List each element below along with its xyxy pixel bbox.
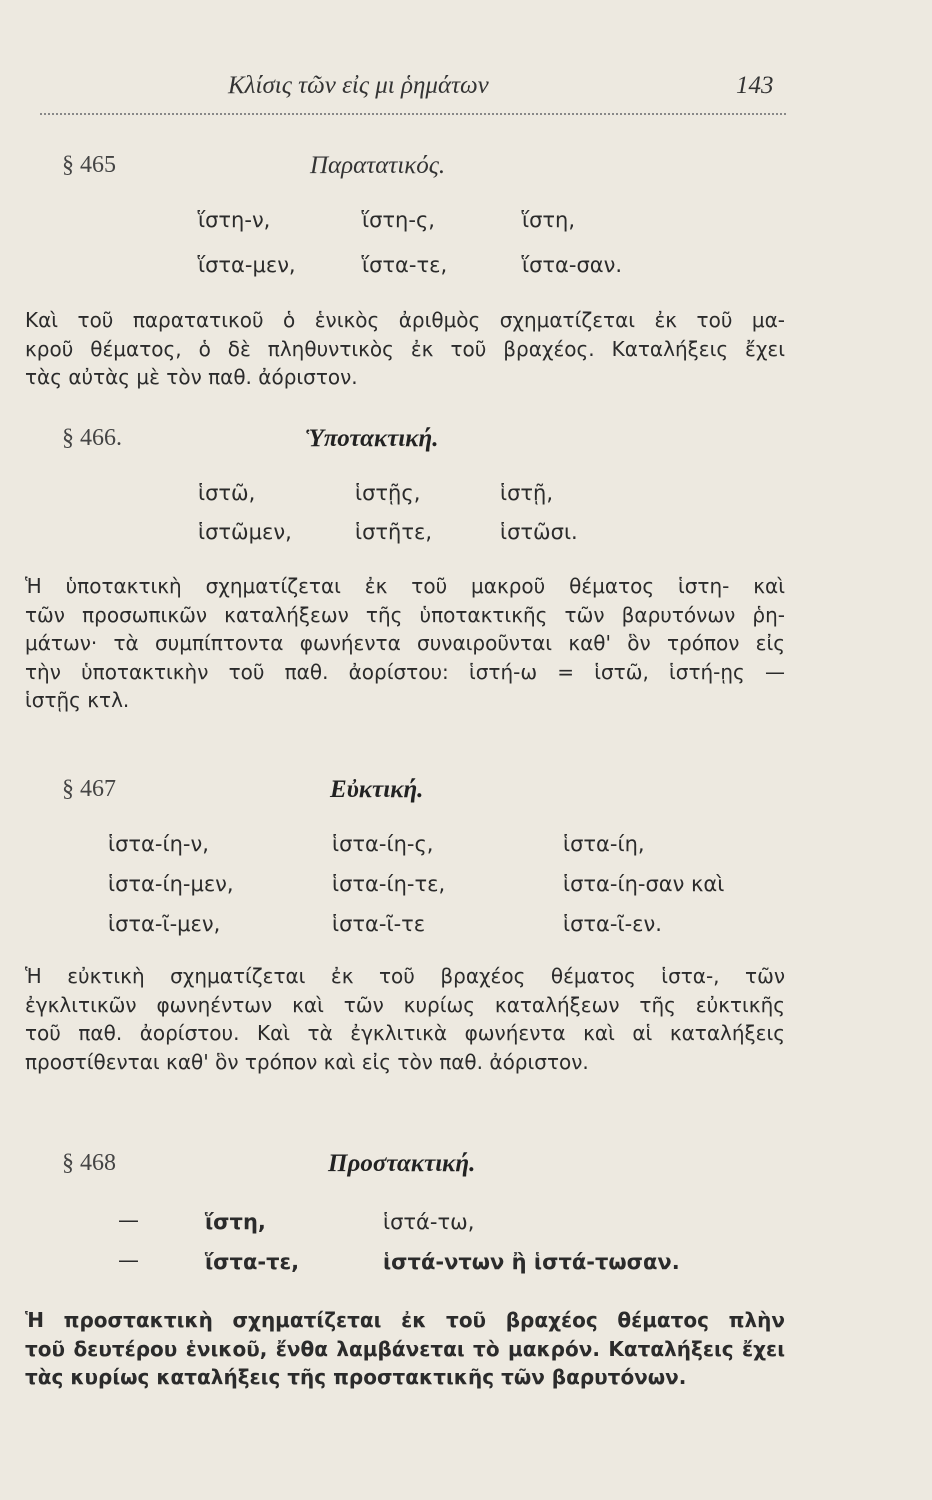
paragraph-465 (25, 306, 785, 392)
paragraph-468 (25, 1306, 785, 1392)
paragraph-466 (25, 572, 785, 715)
section-number-467: § 467 (62, 776, 116, 802)
paragraph-line: ἱστῇς κτλ. (25, 688, 130, 712)
form-467-r1-c3: ἱστα-ίη, (563, 832, 645, 856)
section-title-465: Παρατατικός. (310, 152, 446, 179)
paragraph-467 (25, 962, 785, 1076)
paragraph-line: Ἡ ὑποτακτικὴ σχηματίζεται ἐκ τοῦ μακροῦ θέματος ἱστη- καὶ (25, 574, 785, 598)
form-466-r1-c1: ἱστῶ, (198, 481, 256, 505)
paragraph-line: Ἡ εὐκτικὴ σχηματίζεται ἐκ τοῦ βραχέος θέματος ἱστα-, τῶν (25, 964, 785, 988)
section-number-468: § 468 (62, 1150, 116, 1176)
paragraph-line: τοῦ δευτέρου ἑνικοῦ, ἔνθα λαμβάνεται τὸ μακρόν. Καταλήξεις ἔχει (25, 1336, 785, 1361)
page-number: 143 (736, 72, 774, 99)
form-468-r1-c1: ἵστη, (205, 1210, 266, 1234)
paragraph-line: τὰς κυρίως καταλήξεις τῆς προστακτικῆς τῶν βαρυτόνων. (25, 1365, 687, 1389)
form-468-r2-c1: ἵστα-τε, (205, 1250, 300, 1274)
form-468-r1-dash: — (118, 1208, 139, 1232)
paragraph-line: Καὶ τοῦ παρατατικοῦ ὁ ἑνικὸς ἀριθμὸς σχηματίζεται ἐκ τοῦ μα- (25, 308, 785, 332)
form-467-r3-c1: ἱστα-ῖ-μεν, (108, 912, 221, 936)
form-466-r1-c3: ἱστῇ, (500, 481, 554, 505)
form-466-r1-c2: ἱστῇς, (355, 481, 421, 505)
form-466-r2-c3: ἱστῶσι. (500, 520, 578, 544)
paragraph-line: τῶν προσωπικῶν καταλήξεων τῆς ὑποτακτικῆς τῶν βαρυτόνων ῥη- (25, 602, 785, 627)
form-465-r1-c3: ἵστη, (522, 208, 576, 232)
form-467-r3-c3: ἱστα-ῖ-εν. (563, 912, 662, 936)
paragraph-line: προστίθενται καθ' ὃν τρόπον καὶ εἰς τὸν παθ. ἀόριστον. (25, 1049, 589, 1074)
paragraph-line: τοῦ παθ. ἀορίστου. Καὶ τὰ ἐγκλιτικὰ φωνήεντα καὶ αἱ καταλήξεις (25, 1021, 785, 1045)
paragraph-line: τὰς αὐτὰς μὲ τὸν παθ. ἀόριστον. (25, 365, 358, 389)
paragraph-line: ἐγκλιτικῶν φωνηέντων καὶ τῶν κυρίως καταλήξεων τῆς εὐκτικῆς (25, 992, 785, 1017)
form-467-r2-c3: ἱστα-ίη-σαν καὶ (563, 872, 725, 896)
form-467-r3-c2: ἱστα-ῖ-τε (332, 912, 426, 936)
form-467-r2-c2: ἱστα-ίη-τε, (332, 872, 446, 896)
form-465-r2-c1: ἵστα-μεν, (198, 253, 296, 277)
form-467-r2-c1: ἱστα-ίη-μεν, (108, 872, 234, 896)
paragraph-line: Ἡ προστακτικὴ σχηματίζεται ἐκ τοῦ βραχέος θέματος πλὴν (25, 1308, 785, 1332)
form-465-r1-c2: ἵστη-ς, (362, 208, 435, 232)
form-466-r2-c2: ἱστῆτε, (355, 520, 433, 544)
paragraph-line: κροῦ θέματος, ὁ δὲ πληθυντικὸς ἐκ τοῦ βραχέος. Καταλήξεις ἔχει (25, 336, 785, 361)
form-468-r1-c2: ἱστά-τω, (383, 1210, 475, 1234)
section-number-466: § 466. (62, 425, 122, 451)
form-465-r2-c2: ἵστα-τε, (362, 253, 448, 277)
section-title-468: Προστακτική. (328, 1150, 476, 1177)
paragraph-line: τὴν ὑποτακτικὴν τοῦ παθ. ἀορίστου: ἱστή-ω = ἱστῶ, ἱστή-ῃς — (25, 659, 785, 684)
form-467-r1-c1: ἱστα-ίη-ν, (108, 832, 209, 856)
section-title-466: Ὑποτακτική. (305, 425, 439, 452)
form-465-r1-c1: ἵστη-ν, (198, 208, 271, 232)
section-number-465: § 465 (62, 152, 116, 178)
form-466-r2-c1: ἱστῶμεν, (198, 520, 292, 544)
form-468-r2-c2: ἱστά-ντων ἢ ἱστά-τωσαν. (383, 1250, 680, 1274)
form-465-r2-c3: ἵστα-σαν. (522, 253, 623, 277)
running-header-title: Κλίσις τῶν εἰς μι ῥημάτων (228, 72, 489, 99)
paragraph-line: μάτων· τὰ συμπίπτοντα φωνήεντα συναιροῦνται καθ' ὃν τρόπον εἰς (25, 631, 785, 655)
header-rule (40, 113, 786, 115)
form-467-r1-c2: ἱστα-ίη-ς, (332, 832, 434, 856)
form-468-r2-dash: — (118, 1248, 139, 1272)
section-title-467: Εὐκτική. (330, 776, 424, 803)
